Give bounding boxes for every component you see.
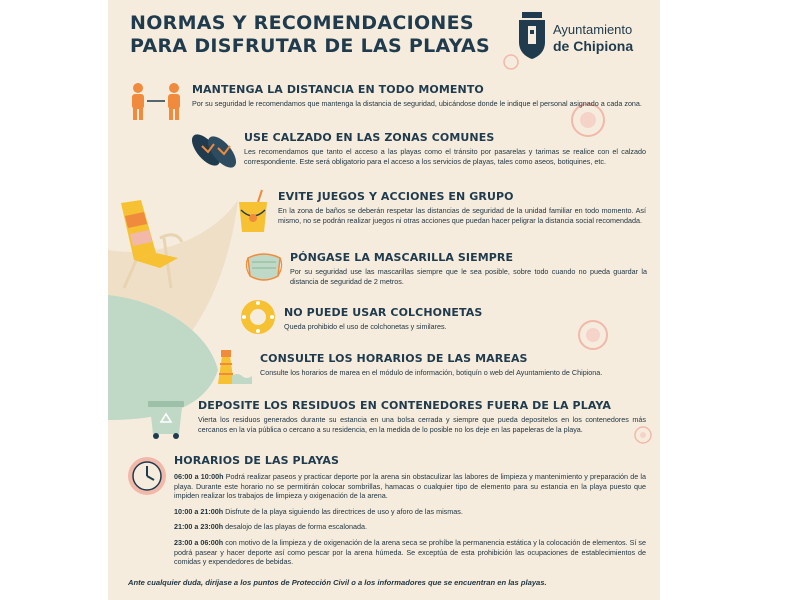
hours-item: [174, 538, 646, 567]
float-ring-icon: [238, 297, 278, 337]
title-line-2: PARA DISFRUTAR DE LAS PLAYAS: [130, 35, 490, 57]
hours-time: 23:00 a 06:00h: [174, 537, 224, 547]
title-line-1: NORMAS Y RECOMENDACIONES: [130, 12, 474, 34]
section-group-games: [278, 190, 646, 225]
hours-time: 21:00 a 23:00h: [174, 522, 224, 532]
section-tides: [260, 352, 644, 378]
hours-item: [174, 472, 646, 501]
section-text: Consulte los horarios de marea en el módulo de información, botiquín o web del Ayuntamiento de Chipiona.: [260, 368, 603, 377]
section-text: Les recomendamos que tanto el acceso a las playas como el tránsito por pasarelas y tarimas se realice con el calzado correspondiente. Este será obligatorio para el acceso a los servicios de playas, tales como aseos, botiquines, etc.: [244, 147, 646, 166]
sand-bucket-icon: [236, 188, 270, 234]
section-mask: [290, 251, 647, 286]
section-title: NO PUEDE USAR COLCHONETAS: [284, 306, 483, 319]
section-hours: [174, 454, 646, 573]
logo-line-1: Ayuntamiento: [553, 22, 633, 37]
hours-time: 06:00 a 10:00h: [174, 472, 224, 481]
section-text: Por su seguridad use las mascarillas siempre que le sea posible, sobre todo cuando no pueda guardar la distancia de seguridad de 2 metros.: [290, 267, 647, 286]
hours-title: HORARIOS DE LAS PLAYAS: [174, 454, 340, 467]
section-text: Vierta los residuos generados durante su estancia en una bolsa cerrada y siempre que pueda depositelos en los contenedores más cercanos en la vía pública o cercano a su residencia, en la medida de lo posible no los deje en las papeleras de la playa.: [198, 415, 646, 434]
section-waste: [198, 399, 646, 434]
hours-item: [174, 522, 646, 532]
logo-line-2: de Chipiona: [553, 38, 634, 54]
lighthouse-icon: [212, 346, 254, 386]
section-title: MANTENGA LA DISTANCIA EN TODO MOMENTO: [192, 83, 484, 96]
hours-time: 10:00 a 21:00h: [174, 506, 224, 516]
section-title: DEPOSITE LOS RESIDUOS EN CONTENEDORES FUERA DE LA PLAYA: [198, 399, 611, 412]
recycling-bin-icon: [146, 398, 186, 440]
section-text: En la zona de baños se deberán respetar las distancias de seguridad de la unidad familiar en todo momento. Así mismo, no se podrán realizar juegos ni otras acciones que puedan hacer peligrar la distancia social recomendada.: [278, 206, 646, 225]
beach-chair-icon: [116, 198, 186, 293]
section-text: Por su seguridad le recomendamos que mantenga la distancia de seguridad, ubicándose donde le indique el personal asignado a cada zona.: [192, 99, 642, 108]
section-title: CONSULTE LOS HORARIOS DE LAS MAREAS: [260, 352, 528, 365]
face-mask-icon: [244, 248, 284, 284]
clock-icon: [126, 455, 168, 497]
footer-note: Ante cualquier duda, diríjase a los puntos de Protección Civil o a los informadores que se encuentran en las playas.: [128, 578, 547, 587]
hours-text: con motivo de la limpieza y de oxigenación de la arena seca se prohíbe la permanencia estática y la colocación de elementos. Sí se podrá pasear y hacer deporte así como pescar por la arena húmeda. Se exceptúa de esta prohibición las ocupaciones de establecimientos de comidas y expendedores de bebidas.: [174, 537, 646, 567]
hours-item: [174, 507, 646, 517]
coat-of-arms-icon: [516, 12, 548, 60]
section-floats: [284, 306, 644, 332]
section-footwear: [244, 131, 646, 166]
page-title: [130, 12, 490, 58]
hours-text: Disfrute de la playa siguiendo las directrices de uso y aforo de las mismas.: [225, 506, 463, 516]
section-text: Queda prohibido el uso de colchonetas y similares.: [284, 322, 447, 331]
hours-text: Podrá realizar paseos y practicar deporte por la arena sin obstaculizar las labores de limpieza y mantenimiento y preparación de la playa. Durante este horario no se permitirán colocar sombrillas, hamacas o cualquier tipo de elemento para su estancia en la playa puesto que impiden realizar los trabajos de limpieza y oxigenación de la arena.: [174, 472, 646, 501]
section-title: EVITE JUEGOS Y ACCIONES EN GRUPO: [278, 190, 514, 203]
social-distance-icon: [128, 82, 184, 122]
poster: [108, 0, 660, 600]
section-distance: [192, 83, 647, 109]
section-title: USE CALZADO EN LAS ZONAS COMUNES: [244, 131, 495, 144]
hours-text: desalojo de las playas de forma escalonada.: [225, 522, 368, 532]
section-title: PÓNGASE LA MASCARILLA SIEMPRE: [290, 251, 514, 264]
flip-flops-icon: [190, 130, 238, 170]
municipality-logo: [516, 12, 656, 62]
